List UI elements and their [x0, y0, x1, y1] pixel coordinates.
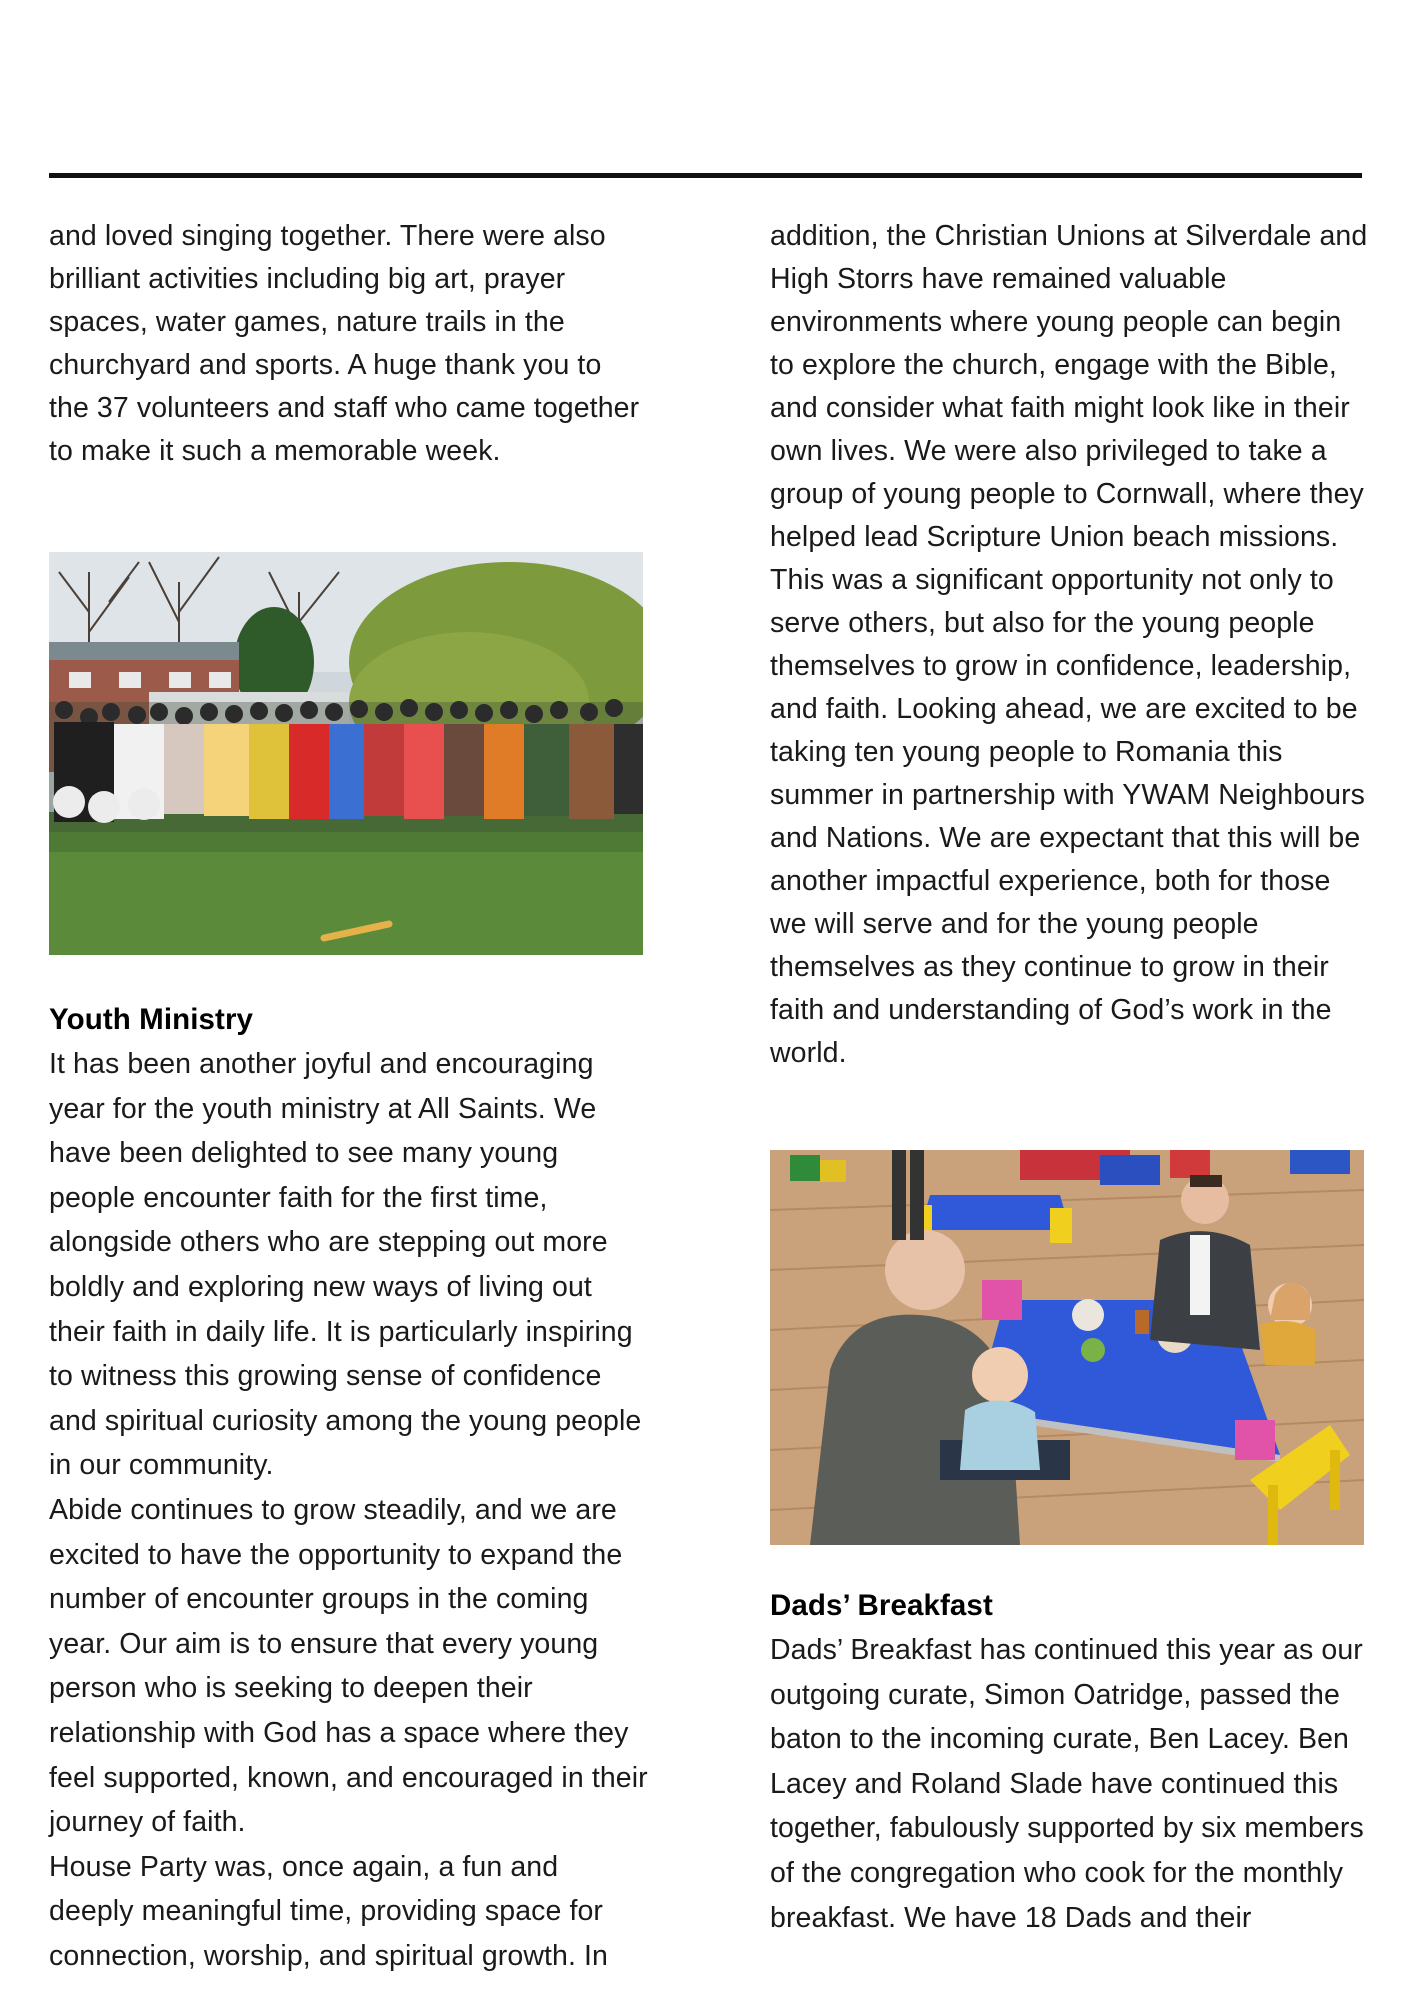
youth-paragraph-3: House Party was, once again, a fun and deeply meaningful time, providing space for connection, worship, and spiritual growth. In — [49, 1850, 608, 1972]
right-column — [770, 215, 1370, 1075]
youth-ministry-heading: Youth Ministry — [49, 1003, 254, 1036]
header-rule — [49, 173, 1362, 178]
dads-breakfast-heading: Dads’ Breakfast — [770, 1589, 993, 1622]
left-column — [49, 215, 649, 473]
continued-paragraph: addition, the Christian Unions at Silverdale and High Storrs have remained valuable environments where young people can begin to explore the church, engage with the Bible, and consider what faith might look like in their own lives. We were also privileged to take a group of young people to Cornwall, where they helped lead Scripture Union beach missions. This was a significant opportunity not only to serve others, but also for the young people themselves to grow in confidence, leadership, and faith. Looking ahead, we are excited to be taking ten young people to Romania this summer in partnership with YWAM Neighbours and Nations. We are expectant that this will be another impactful experience, both for those we will serve and for the young people themselves as they continue to grow in their faith and understanding of God’s work in the world. — [770, 220, 1368, 1069]
group-photo — [49, 552, 643, 955]
dads-breakfast-paragraph: Dads’ Breakfast has continued this year as our outgoing curate, Simon Oatridge, passed the baton to the incoming curate, Ben Lacey. Ben Lacey and Roland Slade have continued this together, fabulously supported by six members of the congregation who cook for the monthly breakfast. We have 18 Dads and their — [770, 1634, 1364, 1934]
youth-paragraph-2: Abide continues to grow steadily, and we are excited to have the opportunity to expand the number of encounter groups in the coming year. Our aim is to ensure that every young person who is seeking to deepen their relationship with God has a space where they feel supported, known, and encouraged in their journey of faith. — [49, 1493, 648, 1839]
intro-paragraph: and loved singing together. There were also brilliant activities including big art, prayer spaces, water games, nature trails in the churchyard and sports. A huge thank you to the 37 volunteers and staff who came together to make it such a memorable week. — [49, 220, 640, 467]
youth-ministry-section — [49, 998, 649, 1978]
youth-paragraph-1: It has been another joyful and encouraging year for the youth ministry at All Saints. We have been delighted to see many young people encounter faith for the first time, alongside others who are stepping out more boldly and exploring new ways of living out their faith in daily life. It is particularly inspiring to witness this growing sense of confidence and spiritual curiosity among the young people in our community. — [49, 1048, 642, 1482]
dads-breakfast-section — [770, 1584, 1370, 1940]
dads-breakfast-photo — [770, 1150, 1364, 1545]
